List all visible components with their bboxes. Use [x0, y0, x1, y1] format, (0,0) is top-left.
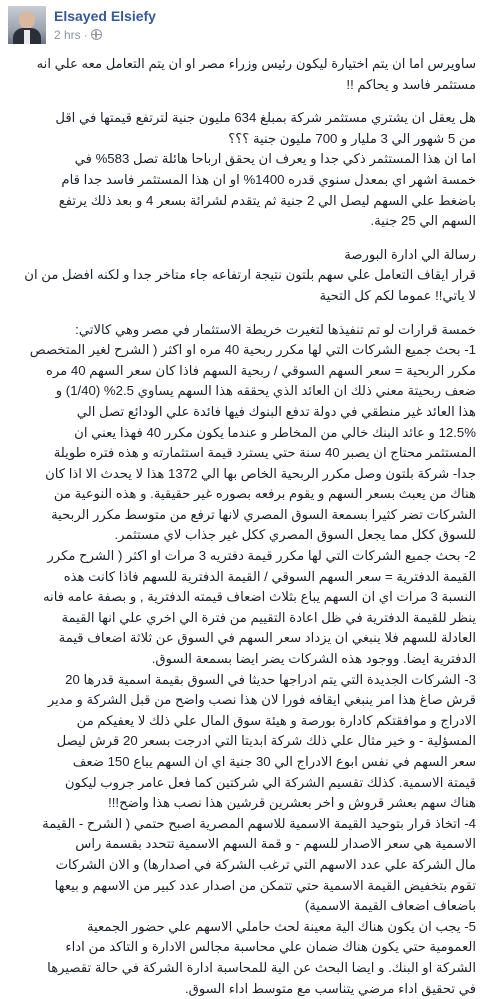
- post-paragraph: [16, 54, 476, 95]
- post-text-line: مال الشركة علي عدد الاسهم التي ترغب الشركة في اصدارها) و الان الشركات: [55, 856, 476, 872]
- post-text-line: 4- اتخاذ قرار بتوحيد القيمة الاسمية للاسهم المصرية اصبح حتمي ( الشرح - القيمة: [42, 815, 476, 831]
- post-text-line: النسبة 3 مرات اي ان السهم يباع بثلاث اضعاف قيمته الدفترية , و بصفة عامه فانه: [42, 589, 476, 605]
- post-text-line: خمسة قرارات لو تم تنفيذها لتغيرت خريطة الاستثمار في مصر وهي كالاتي:: [75, 321, 476, 337]
- post-text-line: العمومية حتي يكون هناك ضمان علي محاسبة مجالس الادارة و التاكد من اداء: [65, 939, 476, 955]
- post-text-line: في تحقيق اداء مرضي يتناسب مع متوسط اداء السوق.: [184, 980, 476, 996]
- post-header: [8, 6, 484, 46]
- post-text-line: السهم الي 25 جنية.: [370, 213, 476, 229]
- author-name[interactable]: Elsayed Elsiefy: [54, 8, 156, 24]
- post-text-line: المسؤلية - و خير مثال علي ذلك شركة ابديتا التي ادرجت بسعر 20 قرش ليصل: [56, 733, 476, 749]
- post-text-line: للسوق ككل مما يجعل السوق المصري ككل غير جذاب لاي مستثمر.: [114, 527, 476, 543]
- post-text-line: باضعاف اضعاف القيمة الاسمية): [304, 898, 476, 914]
- post-text-line: 5- يجب ان يكون هناك الية معينة لحث حاملي الاسهم علي حضور الجمعية: [86, 918, 476, 934]
- globe-icon[interactable]: [91, 29, 102, 40]
- post-time[interactable]: 2 hrs: [54, 28, 81, 42]
- post-text-line: الشركة او البنك. و ايضا البحث عن الية للمحاسبة ادارة الشركة في حالة تقصيرها: [47, 959, 476, 975]
- post-text-line: من 5 شهور الي 3 مليار و 700 مليون جنية ؟؟؟: [228, 130, 476, 146]
- post-text-line: قيمتة الاسمية. كذلك تقسيم الشركة الي شركتين كما فعل عامر جروب ليكون: [64, 774, 476, 790]
- post-paragraph: [16, 245, 476, 307]
- post-text-line: الشركات تضر كثيرا بسمعة السوق المصري لانها ترفع من متوسط مكرر الربحية: [51, 506, 476, 522]
- post-text-line: 2- بحث جميع الشركات التي لها مكرر قيمة دفتريه 3 مرات او اكثر ( الشرح مكرر: [47, 548, 476, 564]
- post-text-line: جدا- شركة بلتون وصل مكرر الربحية الخاص بها الي 1372 هذا لا يحدث الا اذا كان: [45, 465, 476, 481]
- post-text-line: خمسة اشهر اي بمعدل سنوي قدره 1400% او ان هذا المستثمر فاسد جدا قام: [61, 171, 476, 187]
- post-text-line: هل يعقل ان يشتري مستثمر شركة بمبلغ 634 مليون جنية لترتفع قيمتها في اقل: [55, 110, 476, 126]
- post-text-line: الادراج و موافقتكم كادارة بورصة و هيئة سوق المال علي ذلك لا يعفيكم من: [76, 712, 476, 728]
- post-text-line: 1- بحث جميع الشركات التي لها مكرر ربحية 40 مره او اكثر ( الشرح لغير المتخصص: [29, 342, 476, 358]
- post-text-line: رسالة الي ادارة البورصة: [344, 246, 476, 262]
- post-text-line: لا ياتي!! عموما لكم كل التحية: [319, 287, 476, 303]
- post-text-line: هذا العائد غير منطقي في دولة تدفع البنوك فيها فائدة علي الودائع تصل الي: [76, 403, 476, 419]
- post-text-line: ينظر للقيمة الدفترية في ظل اعادة التقييم من فترة الي اخري علي انها القيمة: [61, 609, 476, 625]
- post-text-line: قرار ايقاف التعامل علي سهم بلتون نتيجة ارتفاعه جاء متاخر جدا و لكنه افضل من ان: [24, 267, 476, 283]
- post-text-line: ساويرس اما ان يتم اختيارة ليكون رئيس وزراء مصر او ان يتم التعامل معه علي انه: [36, 56, 476, 71]
- post-text-line: هناك سهم بعشر قروش و اخر بعشرين قرشين هذا نصب هذا واضح!!!: [108, 795, 476, 811]
- post-text-line: مستثمر فاسد و يحاكم !!: [346, 76, 476, 92]
- post-text-line: العادلة للسهم فلا ينبغي ان يزداد سعر السهم في السوق عن ثلاثة اضعاف قيمة: [58, 630, 476, 646]
- post-meta: 2 hrs ·: [54, 28, 102, 42]
- post-text-line: القيمة الدفترية = سعر السهم السوقي / القيمة الدفترية للسهم فاذا كانت هذه: [63, 568, 476, 584]
- post-text-line: سعر السهم في نفس ابوع الادراج الي 30 جنية اي ان السهم يباع 150 ضعف: [72, 754, 476, 769]
- post-text-line: قرش صاغ هذا امر ينبغي ايقافه فورا لان هذا نصب واضح من قبل الشركة و مدير: [47, 692, 476, 708]
- post-text-line: اما ان هذا المستثمر ذكي جدا و يعرف ان يحقق ارباحا هائلة تصل 583% في: [74, 151, 476, 167]
- post-text-line: تقوم بتخفيض القيمة الاسمية حتي تتمكن من اصدار عدد كبير من الاسهم و بيعها: [54, 877, 476, 893]
- post-text-line: باضغط علي السهم ليصل الي 2 جنية ثم يتقدم لشرائة بسعر 4 و بعد ذلك يرتفع: [58, 192, 476, 208]
- post-text-line: ضعف ربحيتة معني ذلك ان العائد الذي يحققه هذا السهم يساوي 2.5% (1/40) و: [55, 383, 476, 399]
- post-body: [16, 54, 476, 999]
- post-text-line: الاسمية هي سعر الاصدار للسهم - و قمة السهم الاسمية تتحدد بقسمة راس: [75, 836, 476, 852]
- author-avatar[interactable]: [8, 6, 46, 44]
- post-text-line: 12.5% و عائد البنك خالي من المخاطر و عندما يكون مكرر 40 فهذا يعني ان: [74, 424, 476, 440]
- post-paragraph: [16, 320, 476, 999]
- post-text-line: 3- الشركات الجديدة التي يتم ادراجها حديثا في السوق بقيمة اسمية قدرها 20: [65, 671, 476, 687]
- post-text-line: هناك من يعبث بسعر السهم و يقوم برفعه بصوره غير حقيقية. و هذه النوعية من: [53, 486, 476, 502]
- post-text-line: الدفترية ايضا. ووجود هذه الشركات يضر ايضا بسمعة السوق.: [151, 651, 476, 667]
- post-text-line: مكرر الربحية = سعر السهم السوقي / ربحية السهم فاذا كان سعر السهم 40 مره: [45, 362, 476, 378]
- post-paragraph: [16, 108, 476, 232]
- post-text-line: المستثمر محتاج ان يصبر 40 سنة حتي يسترد قيمة استثمارته و هذه فتره طويلة: [53, 445, 476, 461]
